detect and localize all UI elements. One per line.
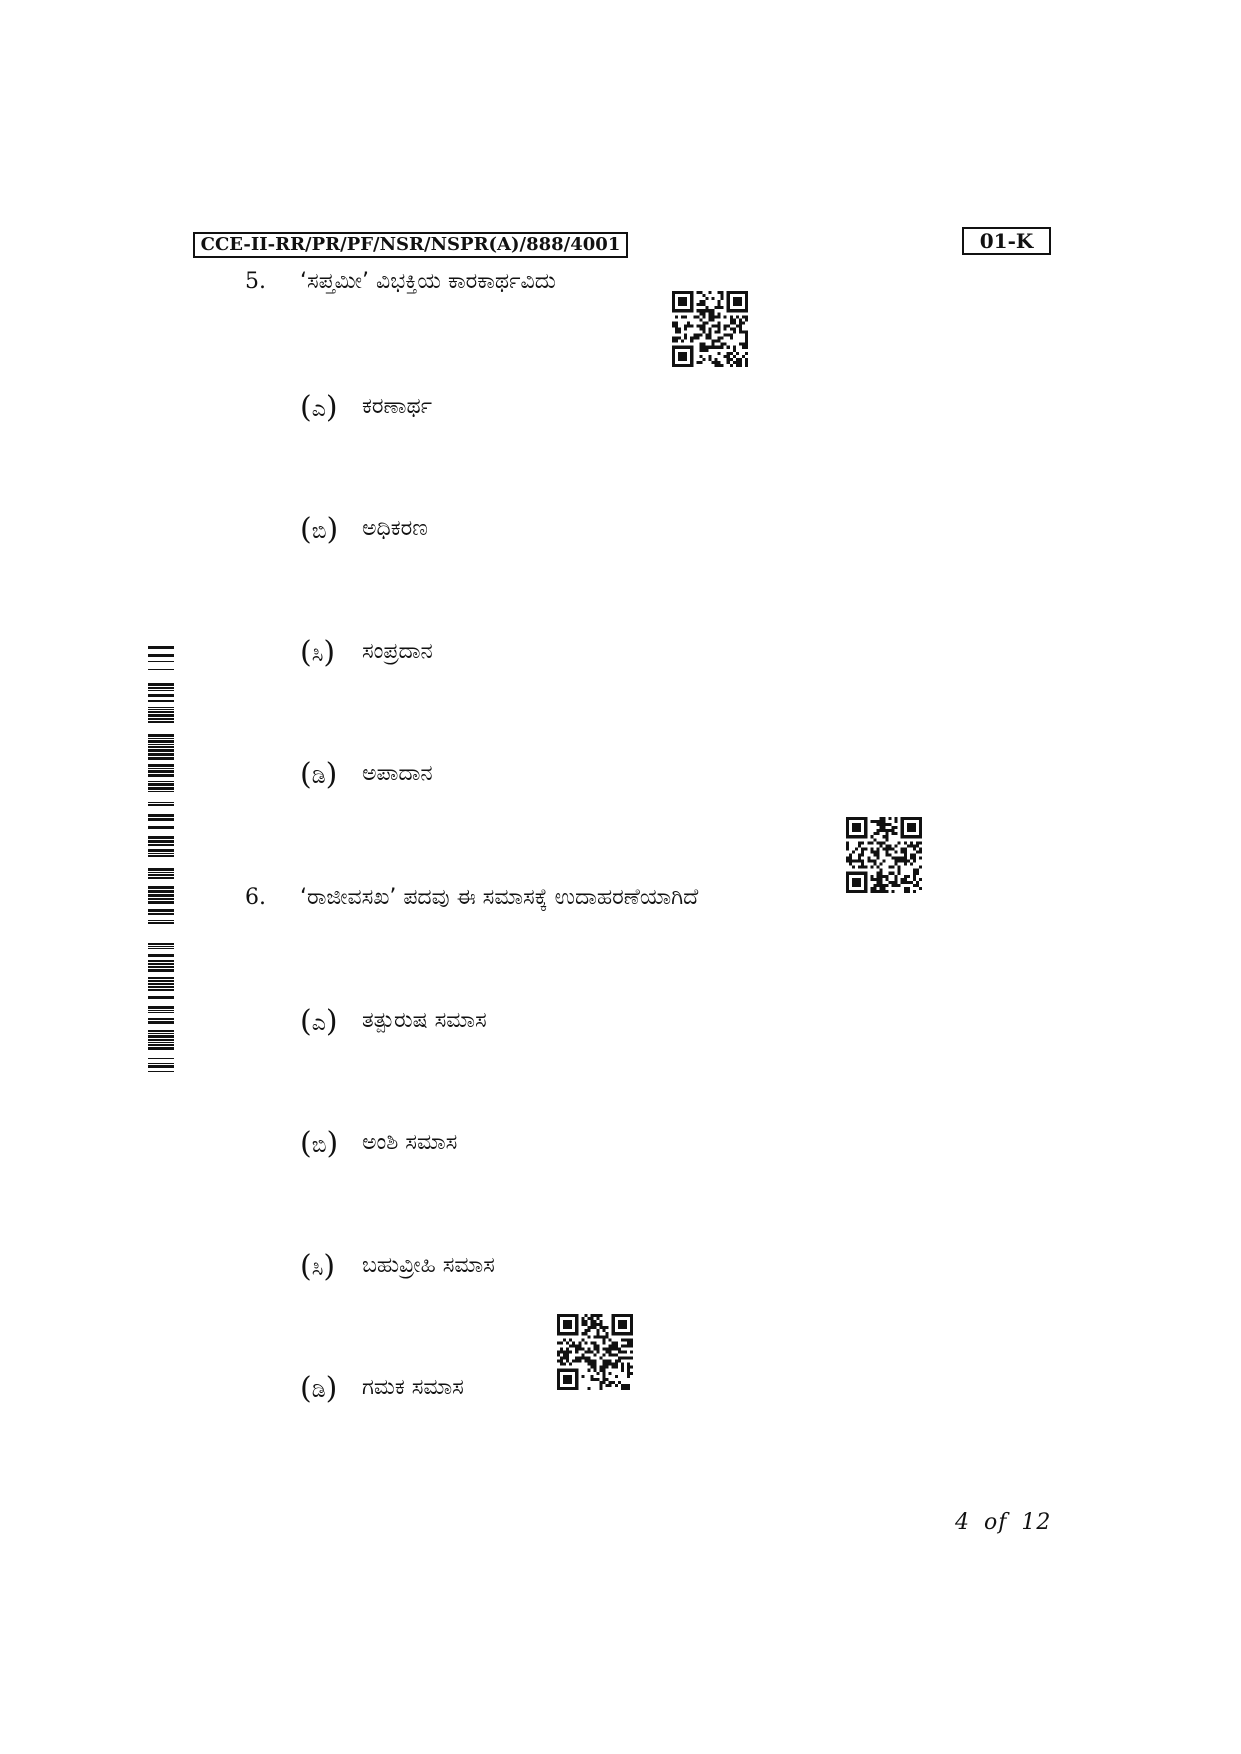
option-label: (ಬಿ) xyxy=(300,1125,339,1161)
question-5-number: 5. xyxy=(245,269,266,294)
option-label: (ಡಿ) xyxy=(300,756,338,792)
option-text: ಅಂಶಿ ಸಮಾಸ xyxy=(362,1129,458,1155)
question-5-option-a xyxy=(300,386,432,426)
option-label: (ಎ) xyxy=(300,389,338,425)
qr-code-icon xyxy=(557,1314,633,1390)
option-text: ಕರಣಾರ್ಥ xyxy=(362,393,433,419)
option-label: (ಸಿ) xyxy=(300,634,336,670)
option-text: ಅಧಿಕರಣ xyxy=(362,515,428,541)
barcode-icon xyxy=(148,646,174,1074)
question-5-option-d xyxy=(300,753,433,793)
option-text: ಸಂಪ್ರದಾನ xyxy=(362,638,433,664)
option-label: (ಸಿ) xyxy=(300,1248,336,1284)
option-text: ಗಮಕ ಸಮಾಸ xyxy=(362,1374,464,1400)
qr-code-icon xyxy=(846,817,922,893)
question-6-option-b xyxy=(300,1122,457,1162)
option-text: ಅಪಾದಾನ xyxy=(362,760,433,786)
option-label: (ಎ) xyxy=(300,1003,338,1039)
question-5-text: ‘ಸಪ್ತಮೀ’ ವಿಭಕ್ತಿಯ ಕಾರಕಾರ್ಥವಿದು xyxy=(300,269,556,294)
option-label: (ಡಿ) xyxy=(300,1370,338,1406)
option-text: ತತ್ಪುರುಷ ಸಮಾಸ xyxy=(362,1007,487,1033)
page-number: 4 of 12 xyxy=(955,1510,1052,1535)
paper-id: 01-K xyxy=(962,227,1051,255)
paper-code: CCE-II-RR/PR/PF/NSR/NSPR(A)/888/4001 xyxy=(193,232,628,258)
question-6-option-d xyxy=(300,1367,464,1407)
qr-code-icon xyxy=(672,291,748,367)
question-6-option-a xyxy=(300,1000,487,1040)
option-text: ಬಹುವ್ರೀಹಿ ಸಮಾಸ xyxy=(362,1252,495,1278)
question-5-option-c xyxy=(300,631,433,671)
question-6-option-c xyxy=(300,1245,495,1285)
question-6-number: 6. xyxy=(245,885,266,910)
question-5-option-b xyxy=(300,508,428,548)
question-6-text: ‘ರಾಜೀವಸಖ’ ಪದವು ಈ ಸಮಾಸಕ್ಕೆ ಉದಾಹರಣೆಯಾಗಿದೆ xyxy=(300,885,699,910)
option-label: (ಬಿ) xyxy=(300,511,339,547)
